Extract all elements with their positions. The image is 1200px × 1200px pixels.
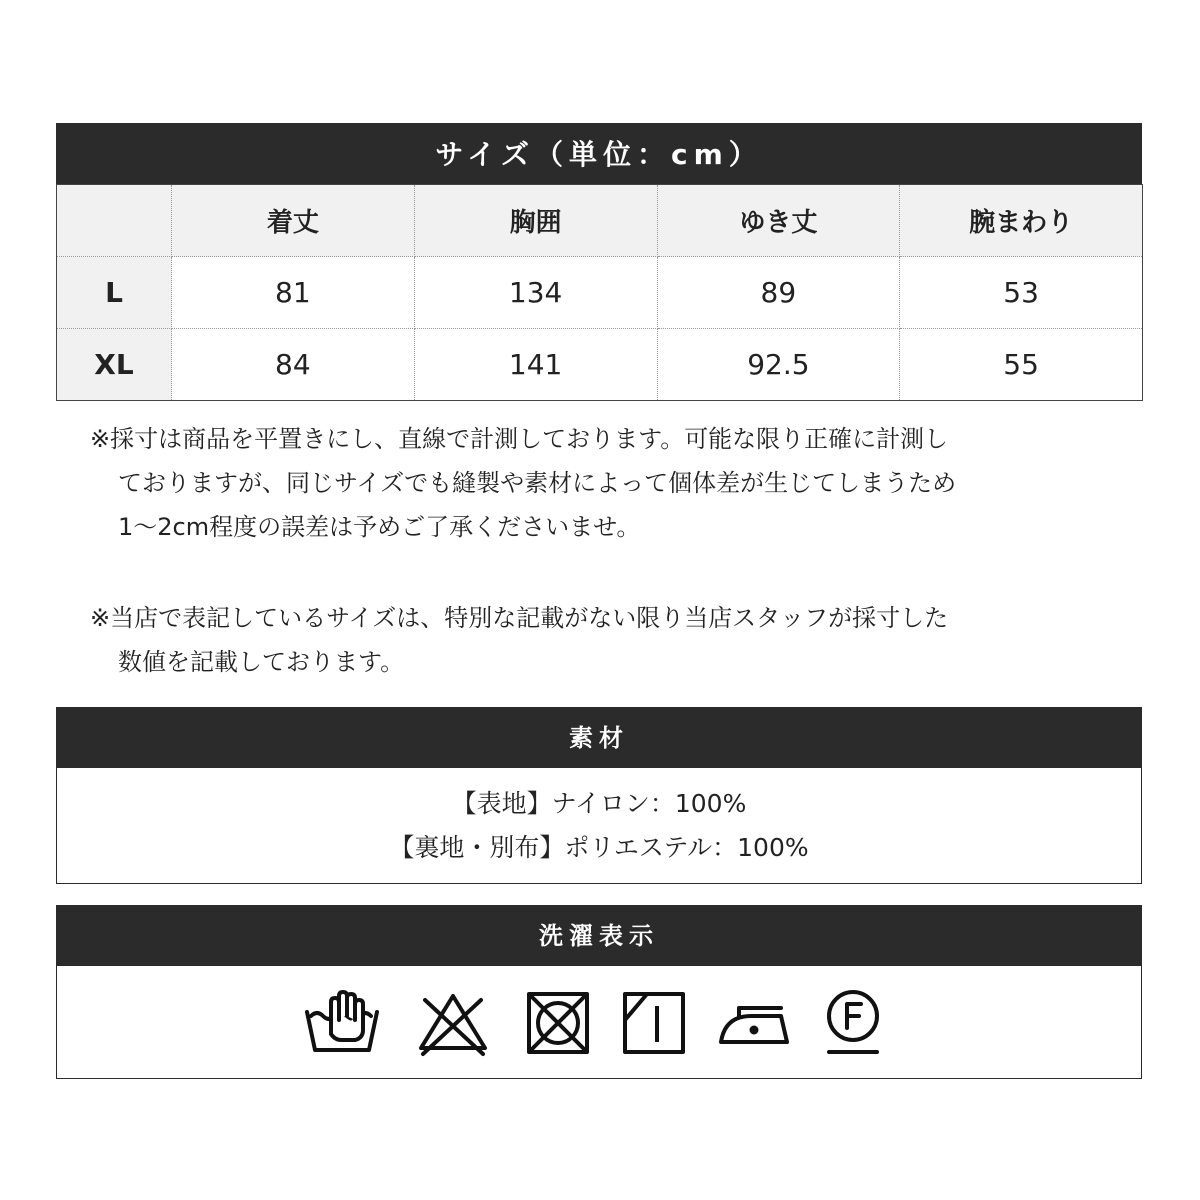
table-cell: 55 (900, 329, 1143, 401)
note-line: ※採寸は商品を平置きにし、直線で計測しております。可能な限り正確に計測し (90, 425, 949, 453)
table-cell: 84 (172, 329, 415, 401)
size-table (56, 184, 1143, 401)
table-row (57, 329, 1143, 401)
no-bleach-icon (413, 990, 493, 1056)
header-cell-arm: 腕まわり (900, 185, 1143, 257)
material-section-title: 素材 (57, 708, 1141, 768)
header-cell-length: 着丈 (172, 185, 415, 257)
care-section-title: 洗濯表示 (57, 906, 1141, 966)
material-body (57, 768, 1141, 883)
header-corner-cell (57, 185, 172, 257)
table-cell: 134 (414, 257, 657, 329)
note-line: ※当店で表記しているサイズは、特別な記載がない限り当店スタッフが採寸した (90, 604, 949, 632)
hand-wash-icon (303, 990, 383, 1056)
row-size-label: XL (57, 329, 172, 401)
measurement-note (90, 417, 1110, 549)
care-icons-row (57, 966, 1141, 1078)
table-row (57, 257, 1143, 329)
table-cell: 53 (900, 257, 1143, 329)
line-dry-shade-icon (617, 990, 697, 1056)
note-line: ておりますが、同じサイズでも縫製や素材によって個体差が生じてしまうため (118, 469, 957, 497)
material-section (56, 707, 1142, 884)
table-cell: 141 (414, 329, 657, 401)
size-section-title: サイズ（単位：cm） (56, 123, 1142, 184)
no-tumble-dry-icon (519, 990, 599, 1056)
material-line-outer: 【表地】ナイロン：100% (451, 789, 747, 818)
note-line: 1～2cm程度の誤差は予めご了承くださいませ。 (118, 513, 641, 541)
header-cell-sleeve: ゆき丈 (657, 185, 900, 257)
table-cell: 81 (172, 257, 415, 329)
table-cell: 92.5 (657, 329, 900, 401)
iron-low-icon (717, 990, 797, 1056)
size-section (56, 123, 1142, 401)
size-source-note (90, 596, 1110, 684)
row-size-label: L (57, 257, 172, 329)
size-table-header-row (57, 185, 1143, 257)
table-cell: 89 (657, 257, 900, 329)
header-cell-chest: 胸囲 (414, 185, 657, 257)
note-line: 数値を記載しております。 (118, 648, 405, 676)
dry-clean-f-icon (815, 990, 895, 1056)
material-line-lining: 【裏地・別布】ポリエステル：100% (389, 833, 809, 862)
care-section (56, 905, 1142, 1079)
